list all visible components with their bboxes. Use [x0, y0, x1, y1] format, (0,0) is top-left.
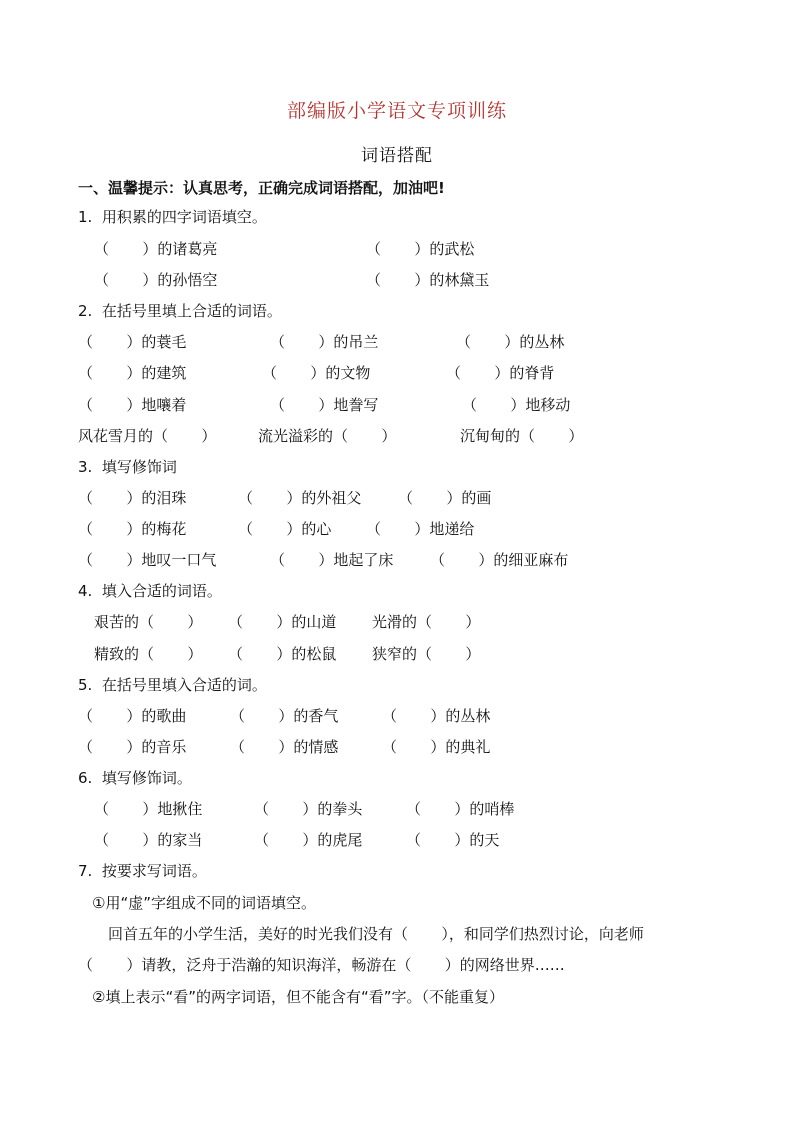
q7-subheading: ①用“虚”字组成不同的词语填空。	[92, 894, 316, 912]
q3-item: （ ）的心	[238, 520, 332, 538]
q5-heading: 5. 在括号里填入合适的词。	[78, 676, 267, 694]
q6-item: （ ）的拳头	[254, 800, 363, 818]
q3-item: （ ）地递给	[366, 520, 475, 538]
q3-item: （ ）的画	[398, 489, 492, 507]
q2-heading: 2. 在括号里填上合适的词语。	[78, 302, 282, 320]
q6-item: （ ）的家当	[94, 831, 203, 849]
page-title: 部编版小学语文专项训练	[286, 100, 507, 122]
q2-item: （ ）的文物	[262, 364, 371, 382]
page-subtitle: 词语搭配	[361, 146, 433, 166]
q4-item: （ ）的山道	[228, 613, 337, 631]
q4-heading: 4. 填入合适的词语。	[78, 582, 222, 600]
q2-item: （ ）的丛林	[456, 333, 565, 351]
q4-item: 光滑的（ ）	[372, 613, 481, 631]
q1-item: （ ）的林黛玉	[366, 271, 490, 289]
q2-item: （ ）地移动	[462, 396, 571, 414]
q2-item: （ ）地嚷着	[78, 396, 187, 414]
q1-heading: 1. 用积累的四字词语填空。	[78, 208, 267, 226]
q5-item: （ ）的丛林	[382, 707, 491, 725]
q7-heading: 7. 按要求写词语。	[78, 862, 207, 880]
q5-item: （ ）的歌曲	[78, 707, 187, 725]
q2-item: 风花雪月的（ ）	[78, 427, 217, 445]
q7-paragraph: （ ）请教，泛舟于浩瀚的知识海洋，畅游在（ ）的网络世界……	[78, 956, 565, 974]
q3-heading: 3. 填写修饰词	[78, 458, 177, 476]
q3-item: （ ）的细亚麻布	[430, 551, 569, 569]
q4-item: （ ）的松鼠	[228, 645, 337, 663]
q7-paragraph: 回首五年的小学生活，美好的时光我们没有（ ），和同学们热烈讨论，向老师	[108, 925, 644, 943]
q2-item: （ ）的吊兰	[270, 333, 379, 351]
q2-item: 流光溢彩的（ ）	[258, 427, 397, 445]
q2-item: （ ）地誊写	[270, 396, 379, 414]
q6-item: （ ）的天	[406, 831, 500, 849]
q2-item: （ ）的脊背	[446, 364, 555, 382]
q1-item: （ ）的武松	[366, 240, 475, 258]
q3-item: （ ）的泪珠	[78, 489, 187, 507]
q6-item: （ ）地揪住	[94, 800, 203, 818]
q1-item: （ ）的孙悟空	[94, 271, 218, 289]
q3-item: （ ）地起了床	[270, 551, 394, 569]
q7-subheading: ②填上表示“看”的两字词语，但不能含有“看”字。（不能重复）	[92, 988, 505, 1006]
q4-item: 狭窄的（ ）	[372, 645, 481, 663]
q3-item: （ ）的梅花	[78, 520, 187, 538]
q2-item: （ ）的蓑毛	[78, 333, 187, 351]
q6-item: （ ）的虎尾	[254, 831, 363, 849]
q6-item: （ ）的哨棒	[406, 800, 515, 818]
q5-item: （ ）的典礼	[382, 738, 491, 756]
q3-item: （ ）地叹一口气	[78, 551, 217, 569]
q5-item: （ ）的音乐	[78, 738, 187, 756]
q2-item: 沉甸甸的（ ）	[460, 427, 584, 445]
section-tip: 一、温馨提示：认真思考，正确完成词语搭配，加油吧!	[78, 179, 445, 197]
q3-item: （ ）的外祖父	[238, 489, 362, 507]
q6-heading: 6. 填写修饰词。	[78, 769, 192, 787]
q5-item: （ ）的情感	[230, 738, 339, 756]
q1-item: （ ）的诸葛亮	[94, 240, 218, 258]
q5-item: （ ）的香气	[230, 707, 339, 725]
q4-item: 精致的（ ）	[94, 645, 203, 663]
q2-item: （ ）的建筑	[78, 364, 187, 382]
q4-item: 艰苦的（ ）	[94, 613, 203, 631]
